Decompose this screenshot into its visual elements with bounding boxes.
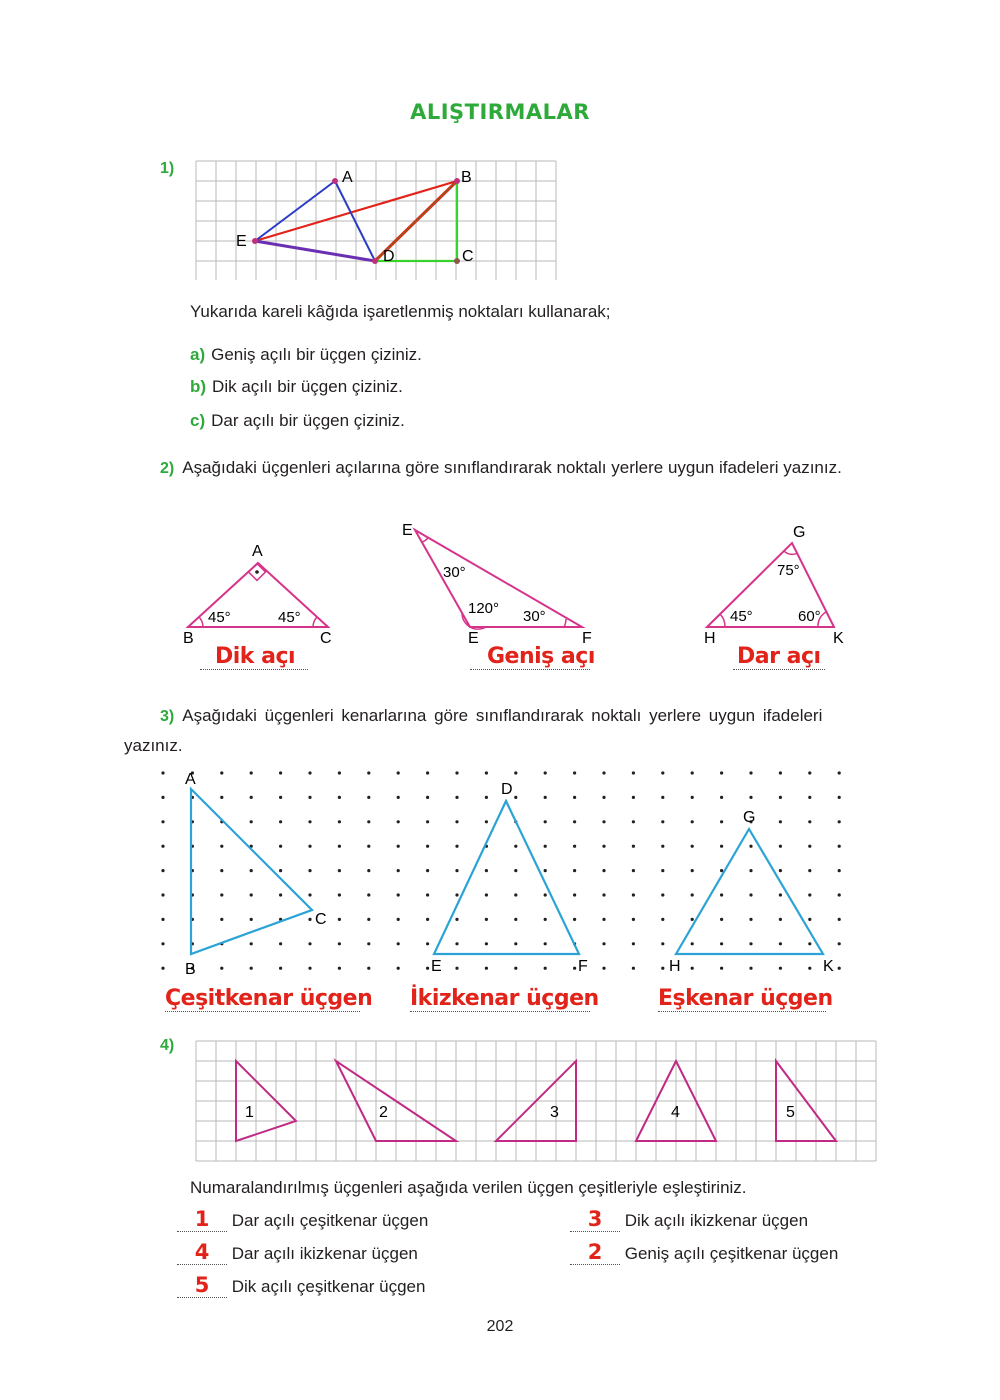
q3-vertex-e: E [431, 958, 442, 975]
vertex-b: B [183, 630, 194, 647]
q4-match-5: 5 Dik açılı çeşitkenar üçgen [177, 1273, 425, 1298]
angle-h: 45° [730, 608, 753, 625]
vertex-e-bottom: E [468, 630, 479, 647]
q4-label-5: 5 [786, 1104, 795, 1121]
q2-triangles-figure [170, 515, 870, 650]
point-c-label: C [462, 248, 474, 265]
q1-item-c: c) Dar açılı bir üçgen çiziniz. [190, 411, 405, 430]
point-e-label: E [236, 233, 247, 250]
q3-vertex-c: C [315, 911, 327, 928]
q2-instruction: 2) Aşağıdaki üçgenleri açılarına göre sınıflandırarak noktalı yerlere uygun ifadeleri yazınız. [160, 458, 842, 477]
q3-vertex-a: A [185, 771, 196, 788]
page-number: 202 [486, 1318, 514, 1335]
q3-vertex-f: F [578, 958, 588, 975]
vertex-a: A [252, 543, 263, 560]
question-4-number: 4) [160, 1037, 175, 1054]
q4-label-4: 4 [671, 1104, 680, 1121]
q3-answer-2: İkizkenar üçgen [410, 986, 599, 1011]
q3-instruction-line2: yazınız. [124, 736, 183, 755]
point-b-label: B [461, 169, 472, 186]
q3-vertex-d: D [501, 781, 513, 798]
angle-c: 45° [278, 609, 301, 626]
vertex-c: C [320, 630, 332, 647]
angle-k: 60° [798, 608, 821, 625]
vertex-k: K [833, 630, 844, 647]
q3-answer-1: Çeşitkenar üçgen [165, 986, 373, 1011]
q3-dot-grid-figure [155, 762, 865, 987]
q1-item-b: b) Dik açılı bir üçgen çiziniz. [190, 377, 403, 396]
q4-match-4: 2 Geniş açılı çeşitkenar üçgen [570, 1240, 838, 1265]
q4-match-2: 3 Dik açılı ikizkenar üçgen [570, 1207, 808, 1232]
page-title: ALIŞTIRMALAR [410, 100, 590, 124]
q3-vertex-b: B [185, 961, 196, 978]
q1-item-a: a) Geniş açılı bir üçgen çiziniz. [190, 345, 422, 364]
q3-instruction-line1: 3) Aşağıdaki üçgenleri kenarlarına göre sınıflandırarak noktalı yerlere uygun ifadeleri [160, 706, 823, 725]
q4-match-3: 4 Dar açılı ikizkenar üçgen [177, 1240, 418, 1265]
point-a-label: A [342, 169, 353, 186]
vertex-f: F [582, 630, 592, 647]
vertex-h: H [704, 630, 716, 647]
question-1-number: 1) [160, 160, 175, 177]
q3-answer-3: Eşkenar üçgen [658, 986, 833, 1011]
vertex-g: G [793, 524, 806, 541]
angle-e-bottom: 120° [468, 600, 500, 617]
q2-answer-3: Dar açı [733, 644, 825, 670]
q4-label-2: 2 [379, 1104, 388, 1121]
q3-vertex-g: G [743, 809, 756, 826]
angle-f: 30° [523, 608, 546, 625]
q1-intro: Yukarıda kareli kâğıda işaretlenmiş noktaları kullanarak; [190, 302, 611, 321]
q4-match-1: 1 Dar açılı çeşitkenar üçgen [177, 1207, 428, 1232]
q2-answer-2: Geniş açı [470, 644, 590, 670]
vertex-e-top: E [402, 522, 413, 539]
q4-label-1: 1 [245, 1104, 254, 1121]
q2-answer-1: Dik açı [200, 644, 308, 670]
angle-e-top: 30° [443, 564, 466, 581]
q3-vertex-h: H [669, 958, 681, 975]
q3-vertex-k: K [823, 958, 834, 975]
angle-b: 45° [208, 609, 231, 626]
angle-g: 75° [777, 562, 800, 579]
q4-grid-figure [195, 1040, 877, 1162]
point-d-label: D [383, 248, 395, 265]
q4-instruction: Numaralandırılmış üçgenleri aşağıda verilen üçgen çeşitleriyle eşleştiriniz. [190, 1178, 747, 1197]
q1-grid-figure [195, 160, 557, 280]
q4-label-3: 3 [550, 1104, 559, 1121]
